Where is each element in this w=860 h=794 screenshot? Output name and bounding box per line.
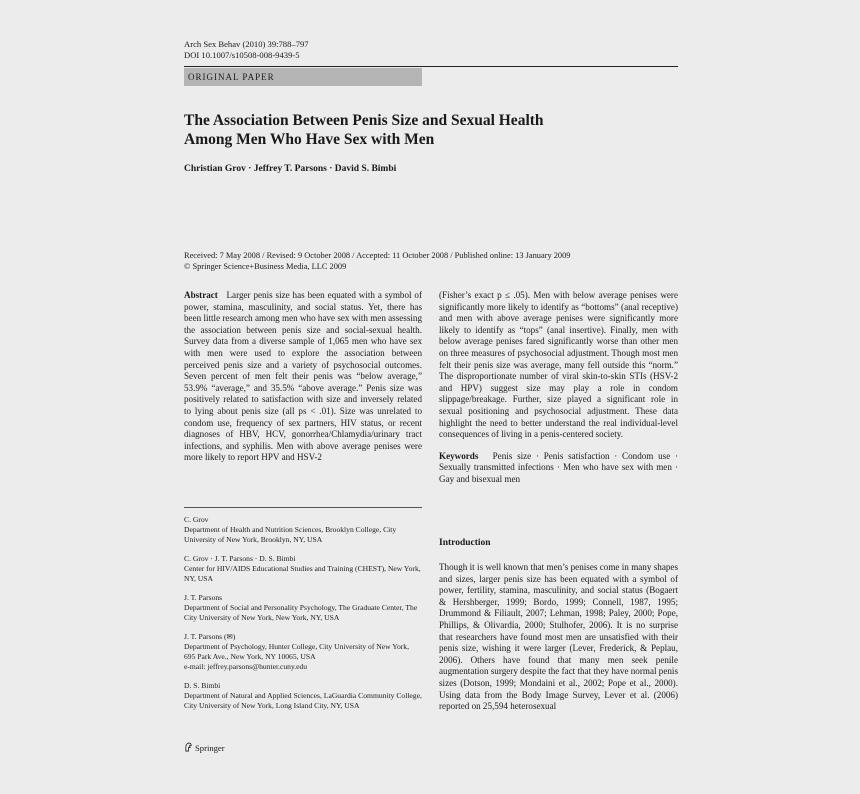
keywords-text: Penis size · Penis satisfaction · Condom use · Sexually transmitted infections · Men who have sex with men · Gay and bisexual men <box>439 450 679 484</box>
affiliation-name: C. Grov · J. T. Parsons · D. S. Bimbi <box>184 554 296 563</box>
introduction-text: Though it is well known that men’s penises come in many shapes and sizes, larger penis size has been equated with a symbol of power, fertility, stamina, masculinity, and social status (Bogaert & Hershberger, 1999; Bordo, 1999; Connell, 1987, 1995; Drummond & Filiault, 2007; Lehman, 1998; Paley, 2000; Pope, Phillips, & Olivardia, 2000; Stulhofer, 2006). It is no surprise that researchers have found most men are unsatisfied with their penis size, wishing it were larger (Lever, Frederick, & Peplau, 2006). Others have found that many men seek penile augmentation surgery despite the fact that they have normal penis sizes (Dotson, 1999; Mondaini et al., 2002; Pope et al., 2000). Using data from the Body Image Survey, Lever et al. (2006) reported on 25,594 heterosexual <box>439 562 678 712</box>
header-rule <box>184 66 678 67</box>
publication-dates <box>184 250 571 272</box>
affiliation-name: J. T. Parsons <box>184 593 223 602</box>
affiliation-address: Department of Health and Nutrition Sciences, Brooklyn College, City University of New York, Brooklyn, NY, USA <box>184 525 397 544</box>
abstract-text: Larger penis size has been equated with a symbol of power, stamina, masculinity, and social status. Yet, there has been little research among men who have sex with men assessing the association between penis size and social-sexual health. Survey data from a diverse sample of 1,065 men who have sex with men were used to explore the association between perceived penis size and a variety of psychosocial outcomes. Seven percent of men felt their penis was “below average,” 53.9% “average,” and 35.5% “above average.” Penis size was positively related to satisfaction with size and inversely related to lying about penis size (all ps < .01). Size was unrelated to condom use, frequency of sex partners, HIV status, or recent diagnoses of HBV, HCV, gonorrhea/Chlamydia/urinary tract infections, and syphilis. Men with above average penises were more likely to report HPV and HSV-2 <box>184 290 422 463</box>
author-list: Christian Grov · Jeffrey T. Parsons · David S. Bimbi <box>184 164 397 174</box>
affiliation-address: Department of Natural and Applied Sciences, LaGuardia Community College, City University of New York, Long Island City, NY, USA <box>184 691 422 710</box>
keywords <box>439 451 678 486</box>
article-type-label: ORIGINAL PAPER <box>184 68 422 86</box>
affiliation-item <box>184 593 422 623</box>
footnote-divider <box>184 507 422 508</box>
title-line-2: Among Men Who Have Sex with Men <box>184 131 435 148</box>
affiliation-item <box>184 681 422 711</box>
publisher-name: Springer <box>195 743 225 753</box>
keywords-heading: Keywords <box>439 450 479 461</box>
abstract-right-column <box>439 290 678 486</box>
affiliation-name: J. T. Parsons (✉) <box>184 632 236 641</box>
affiliation-address: Center for HIV/AIDS Educational Studies and Training (CHEST), New York, NY, USA <box>184 564 421 583</box>
affiliation-name: D. S. Bimbi <box>184 681 221 690</box>
affiliations <box>184 515 422 720</box>
paper-title <box>184 111 678 149</box>
journal-citation: Arch Sex Behav (2010) 39:788–797 <box>184 39 309 49</box>
affiliation-item <box>184 515 422 545</box>
abstract-heading: Abstract <box>184 290 218 300</box>
doi[interactable]: DOI 10.1007/s10508-008-9439-5 <box>184 50 300 60</box>
springer-horse-icon <box>184 742 193 752</box>
affiliation-item <box>184 554 422 584</box>
publisher-footer <box>184 742 225 753</box>
title-line-1: The Association Between Penis Size and Sexual Health <box>184 112 544 129</box>
affiliation-address: Department of Social and Personality Psychology, The Graduate Center, The City University of New York, New York, NY, USA <box>184 603 418 622</box>
copyright: © Springer Science+Business Media, LLC 2009 <box>184 262 347 271</box>
abstract-left-column <box>184 290 422 464</box>
history-dates: Received: 7 May 2008 / Revised: 9 October 2008 / Accepted: 11 October 2008 / Published online: 13 January 2009 <box>184 251 571 260</box>
abstract-continued: (Fisher’s exact p ≤ .05). Men with below average penises were significantly more likely to identify as “bottoms” (anal receptive) and men with above average penises were significantly more likely to identify as “tops” (anal insertive). Finally, men with below average penises fared significantly worse than other men on three measures of psychosocial adjustment. Though most men felt their penis size was average, many fell outside this “norm.” The disproportionate number of viral skin-to-skin STIs (HSV-2 and HPV) suggest size may play a role in condom slippage/breakage. Further, size played a significant role in sexual positioning and psychosocial adjustment. These data highlight the need to better understand the real individual-level consequences of living in a penis-centered society. <box>439 290 678 440</box>
affiliation-item <box>184 632 422 672</box>
affiliation-name: C. Grov <box>184 515 209 524</box>
journal-header <box>184 39 309 61</box>
introduction-heading: Introduction <box>439 538 491 548</box>
affiliation-email[interactable]: e-mail: jeffrey.parsons@hunter.cuny.edu <box>184 662 308 671</box>
affiliation-address: Department of Psychology, Hunter College, City University of New York, 695 Park Ave., New York, NY 10065, USA <box>184 642 409 661</box>
